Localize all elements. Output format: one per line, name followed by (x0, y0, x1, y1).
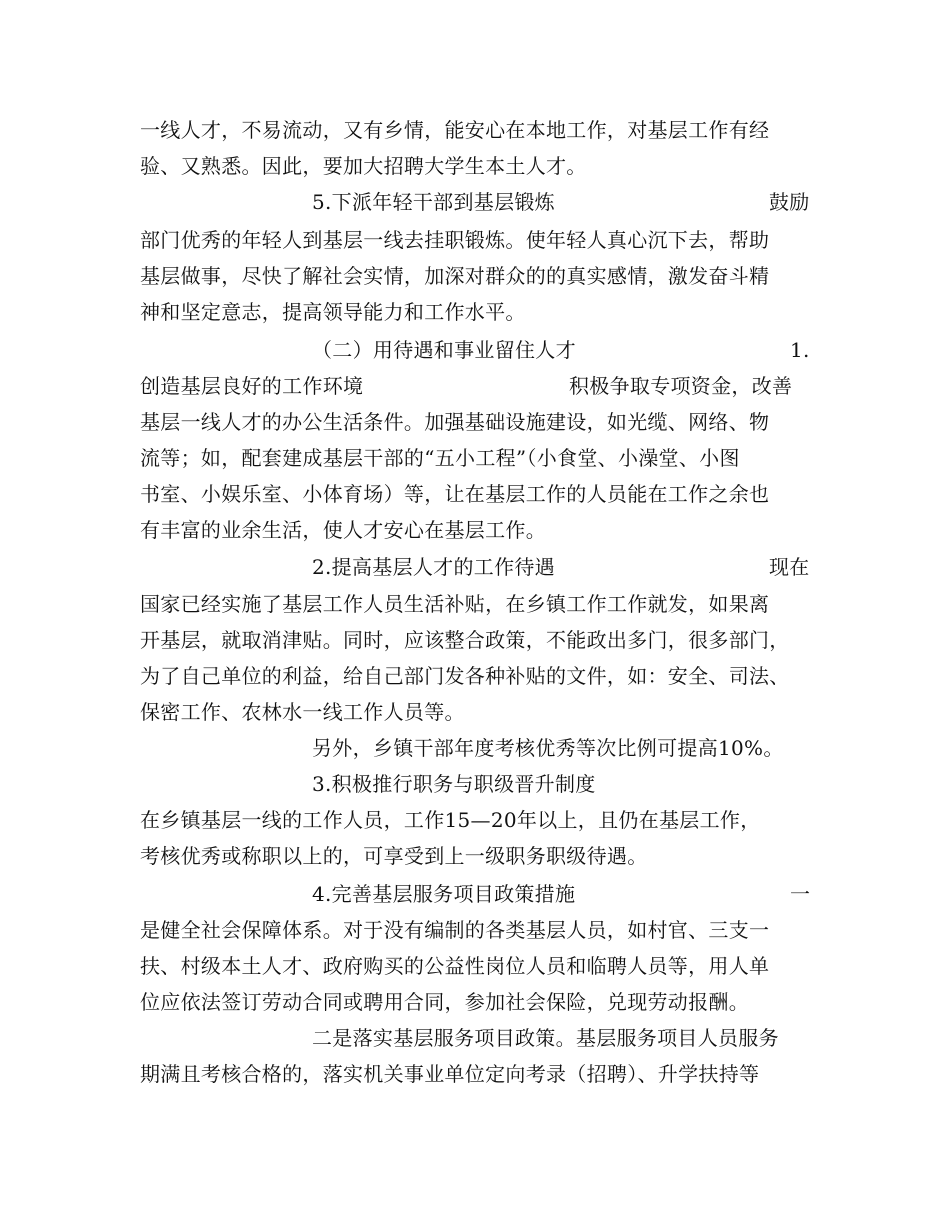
text-line: 5.下派年轻干部到基层锻炼 (312, 190, 555, 214)
text-line: 4.完善基层服务项目政策措施 (312, 882, 576, 906)
text-line: 二是落实基层服务项目政策。基层服务项目人员服务 (312, 1026, 779, 1050)
text-line: 开基层，就取消津贴。同时，应该整合政策，不能政出多门，很多部门， (140, 628, 790, 652)
text-line: 是健全社会保障体系。对于没有编制的各类基层人员，如村官、三支一 (140, 918, 770, 942)
text-line: 积极争取专项资金，改善 (569, 374, 793, 398)
text-line: 在乡镇基层一线的工作人员，工作15—20年以上，且仍在基层工作， (140, 808, 761, 832)
text-line: 扶、村级本土人才、政府购买的公益性岗位人员和临聘人员等，用人单 (140, 954, 770, 978)
text-line: 保密工作、农林水一线工作人员等。 (140, 700, 465, 724)
text-line: 验、又熟悉。因此，要加大招聘大学生本土人才。 (140, 154, 587, 178)
text-line: 3.积极推行职务与职级晋升制度 (312, 772, 596, 796)
text-line: 书室、小娱乐室、小体育场）等，让在基层工作的人员能在工作之余也 (140, 482, 770, 506)
text-line: 神和坚定意志，提高领导能力和工作水平。 (140, 300, 526, 324)
text-line: 另外，乡镇干部年度考核优秀等次比例可提高10%。 (312, 736, 784, 760)
text-line: 有丰富的业余生活，使人才安心在基层工作。 (140, 518, 546, 542)
text-line: 1. (790, 338, 810, 362)
text-line: 基层一线人才的办公生活条件。加强基础设施建设，如光缆、网络、物 (140, 410, 770, 434)
text-line: 2.提高基层人才的工作待遇 (312, 555, 555, 579)
text-line: 考核优秀或称职以上的，可享受到上一级职务职级待遇。 (140, 844, 648, 868)
text-line: 部门优秀的年轻人到基层一线去挂职锻炼。使年轻人真心沉下去，帮助 (140, 228, 770, 252)
text-line: （二）用待遇和事业留住人才 (312, 338, 576, 362)
text-line: 流等；如，配套建成基层干部的“五小工程”（小食堂、小澡堂、小图 (140, 446, 740, 470)
text-line: 期满且考核合格的，落实机关事业单位定向考录（招聘）、升学扶持等 (140, 1062, 760, 1086)
text-line: 鼓励 (769, 190, 810, 214)
text-line: 一线人才，不易流动，又有乡情，能安心在本地工作，对基层工作有经 (140, 118, 770, 142)
text-line: 为了自己单位的利益，给自己部门发各种补贴的文件，如：安全、司法、 (140, 664, 790, 688)
text-line: 现在 (769, 555, 810, 579)
text-line: 创造基层良好的工作环境 (140, 374, 364, 398)
text-line: 位应依法签订劳动合同或聘用合同，参加社会保险，兑现劳动报酬。 (140, 990, 749, 1014)
text-line: 一 (790, 882, 811, 906)
text-line: 基层做事，尽快了解社会实情，加深对群众的的真实感情，激发奋斗精 (140, 264, 770, 288)
text-line: 国家已经实施了基层工作人员生活补贴，在乡镇工作工作就发，如果离 (140, 592, 770, 616)
